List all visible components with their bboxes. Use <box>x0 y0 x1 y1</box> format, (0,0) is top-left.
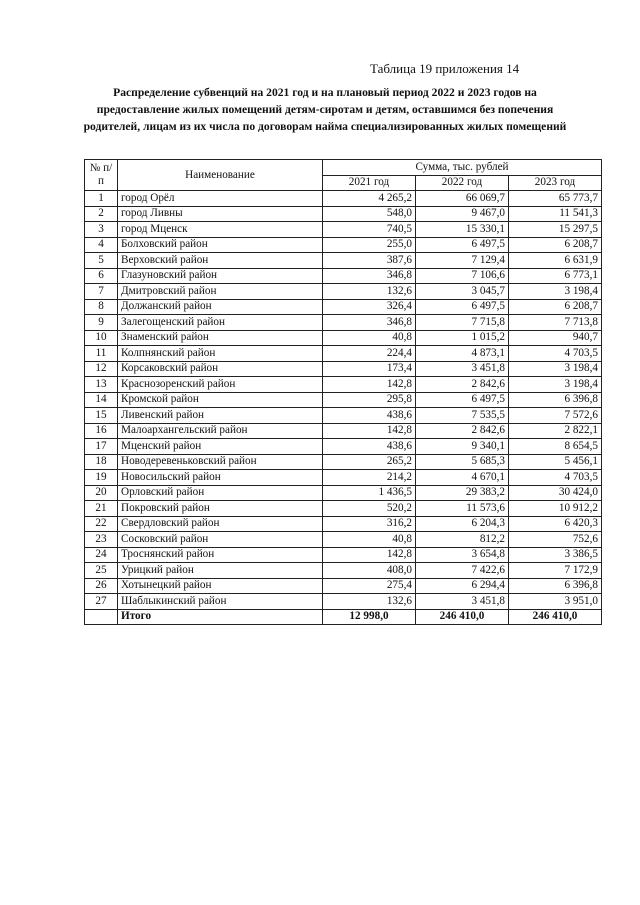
row-name: Малоархангельский район <box>118 423 323 439</box>
value-2021: 316,2 <box>323 516 416 532</box>
value-2023: 6 396,8 <box>509 578 602 594</box>
row-number: 10 <box>85 330 118 346</box>
table-row <box>85 439 602 455</box>
table-caption: Таблица 19 приложения 14 <box>370 61 520 76</box>
row-number: 16 <box>85 423 118 439</box>
table-row <box>85 330 602 346</box>
table-row <box>85 516 602 532</box>
table-body <box>85 191 602 610</box>
value-2022: 4 670,1 <box>416 470 509 486</box>
value-2023: 10 912,2 <box>509 501 602 517</box>
col-header-name: Наименование <box>118 160 323 191</box>
value-2021: 224,4 <box>323 346 416 362</box>
row-number: 21 <box>85 501 118 517</box>
row-name: Сосковский район <box>118 532 323 548</box>
row-number: 18 <box>85 454 118 470</box>
value-2021: 438,6 <box>323 408 416 424</box>
value-2022: 5 685,3 <box>416 454 509 470</box>
value-2021: 142,8 <box>323 423 416 439</box>
value-2022: 7 715,8 <box>416 315 509 331</box>
row-name: Орловский район <box>118 485 323 501</box>
row-name: Ливенский район <box>118 408 323 424</box>
row-name: Глазуновский район <box>118 268 323 284</box>
value-2021: 173,4 <box>323 361 416 377</box>
row-name: Мценский район <box>118 439 323 455</box>
value-2022: 3 045,7 <box>416 284 509 300</box>
table-row <box>85 485 602 501</box>
value-2022: 4 873,1 <box>416 346 509 362</box>
row-number: 15 <box>85 408 118 424</box>
row-name: Покровский район <box>118 501 323 517</box>
row-number: 20 <box>85 485 118 501</box>
value-2022: 6 497,5 <box>416 237 509 253</box>
row-number: 9 <box>85 315 118 331</box>
table-row <box>85 361 602 377</box>
value-2021: 1 436,5 <box>323 485 416 501</box>
row-name: город Мценск <box>118 222 323 238</box>
row-name: Должанский район <box>118 299 323 315</box>
table-row <box>85 501 602 517</box>
row-name: Новосильский район <box>118 470 323 486</box>
col-header-2023: 2023 год <box>509 175 602 191</box>
value-2023: 7 713,8 <box>509 315 602 331</box>
row-name: Троснянский район <box>118 547 323 563</box>
row-name: Свердловский район <box>118 516 323 532</box>
table-row <box>85 578 602 594</box>
value-2023: 7 172,9 <box>509 563 602 579</box>
row-number: 4 <box>85 237 118 253</box>
value-2023: 3 198,4 <box>509 377 602 393</box>
value-2021: 438,6 <box>323 439 416 455</box>
value-2021: 40,8 <box>323 330 416 346</box>
value-2021: 387,6 <box>323 253 416 269</box>
table-row <box>85 454 602 470</box>
value-2021: 214,2 <box>323 470 416 486</box>
table-row <box>85 315 602 331</box>
value-2021: 548,0 <box>323 206 416 222</box>
table-row <box>85 222 602 238</box>
row-number: 5 <box>85 253 118 269</box>
value-2023: 15 297,5 <box>509 222 602 238</box>
value-2021: 346,8 <box>323 315 416 331</box>
total-2023: 246 410,0 <box>509 609 602 625</box>
row-number: 22 <box>85 516 118 532</box>
value-2021: 740,5 <box>323 222 416 238</box>
subsidy-table <box>84 159 602 625</box>
value-2021: 4 265,2 <box>323 191 416 207</box>
value-2023: 6 631,9 <box>509 253 602 269</box>
row-number: 6 <box>85 268 118 284</box>
table-row <box>85 253 602 269</box>
value-2022: 1 015,2 <box>416 330 509 346</box>
value-2022: 9 340,1 <box>416 439 509 455</box>
value-2021: 265,2 <box>323 454 416 470</box>
value-2022: 6 204,3 <box>416 516 509 532</box>
value-2023: 940,7 <box>509 330 602 346</box>
value-2023: 5 456,1 <box>509 454 602 470</box>
row-name: город Орёл <box>118 191 323 207</box>
total-2021: 12 998,0 <box>323 609 416 625</box>
value-2023: 6 773,1 <box>509 268 602 284</box>
table-row <box>85 237 602 253</box>
row-number: 26 <box>85 578 118 594</box>
value-2022: 6 294,4 <box>416 578 509 594</box>
value-2022: 29 383,2 <box>416 485 509 501</box>
col-header-number: № п/п <box>85 160 118 191</box>
row-number: 25 <box>85 563 118 579</box>
row-number: 7 <box>85 284 118 300</box>
col-header-2021: 2021 год <box>323 175 416 191</box>
value-2021: 326,4 <box>323 299 416 315</box>
row-number: 14 <box>85 392 118 408</box>
row-name: Новодеревеньковский район <box>118 454 323 470</box>
value-2021: 132,6 <box>323 594 416 610</box>
row-name: город Ливны <box>118 206 323 222</box>
col-header-2022: 2022 год <box>416 175 509 191</box>
value-2022: 66 069,7 <box>416 191 509 207</box>
row-number: 17 <box>85 439 118 455</box>
value-2023: 6 396,8 <box>509 392 602 408</box>
value-2022: 6 497,5 <box>416 299 509 315</box>
value-2023: 4 703,5 <box>509 470 602 486</box>
value-2021: 132,6 <box>323 284 416 300</box>
row-number: 11 <box>85 346 118 362</box>
value-2021: 295,8 <box>323 392 416 408</box>
row-number: 24 <box>85 547 118 563</box>
value-2022: 3 451,8 <box>416 594 509 610</box>
value-2021: 142,8 <box>323 547 416 563</box>
value-2023: 65 773,7 <box>509 191 602 207</box>
value-2022: 812,2 <box>416 532 509 548</box>
row-number: 3 <box>85 222 118 238</box>
value-2022: 11 573,6 <box>416 501 509 517</box>
value-2023: 6 208,7 <box>509 237 602 253</box>
row-number: 27 <box>85 594 118 610</box>
total-number-cell <box>85 609 118 625</box>
row-number: 23 <box>85 532 118 548</box>
value-2023: 3 386,5 <box>509 547 602 563</box>
value-2023: 3 951,0 <box>509 594 602 610</box>
row-name: Знаменский район <box>118 330 323 346</box>
table-row <box>85 392 602 408</box>
value-2022: 7 129,4 <box>416 253 509 269</box>
value-2023: 30 424,0 <box>509 485 602 501</box>
table-row <box>85 563 602 579</box>
value-2022: 3 451,8 <box>416 361 509 377</box>
table-row <box>85 532 602 548</box>
row-name: Колпнянский район <box>118 346 323 362</box>
value-2023: 7 572,6 <box>509 408 602 424</box>
value-2022: 7 106,6 <box>416 268 509 284</box>
total-label: Итого <box>118 609 323 625</box>
row-number: 12 <box>85 361 118 377</box>
value-2021: 255,0 <box>323 237 416 253</box>
row-name: Корсаковский район <box>118 361 323 377</box>
row-name: Шаблыкинский район <box>118 594 323 610</box>
value-2021: 40,8 <box>323 532 416 548</box>
value-2023: 6 208,7 <box>509 299 602 315</box>
value-2022: 9 467,0 <box>416 206 509 222</box>
value-2023: 2 822,1 <box>509 423 602 439</box>
table-row <box>85 268 602 284</box>
value-2021: 520,2 <box>323 501 416 517</box>
row-number: 2 <box>85 206 118 222</box>
row-name: Хотынецкий район <box>118 578 323 594</box>
row-name: Краснозоренский район <box>118 377 323 393</box>
value-2023: 4 703,5 <box>509 346 602 362</box>
table-row <box>85 377 602 393</box>
row-number: 8 <box>85 299 118 315</box>
value-2023: 8 654,5 <box>509 439 602 455</box>
table-row <box>85 408 602 424</box>
value-2023: 3 198,4 <box>509 284 602 300</box>
table-row <box>85 423 602 439</box>
value-2022: 7 535,5 <box>416 408 509 424</box>
value-2021: 275,4 <box>323 578 416 594</box>
table-row <box>85 594 602 610</box>
row-number: 13 <box>85 377 118 393</box>
row-number: 19 <box>85 470 118 486</box>
col-header-sum: Сумма, тыс. рублей <box>323 160 602 176</box>
table-row <box>85 299 602 315</box>
table-row <box>85 284 602 300</box>
document-title: Распределение субвенций на 2021 год и на плановый период 2022 и 2023 годов на предоставление жилых помещений детям-сиротам и детям, оставшимся без попечения родителей, лицам из их числа по договорам найма специализированных жилых помещений <box>83 86 567 133</box>
value-2022: 3 654,8 <box>416 547 509 563</box>
table-row <box>85 206 602 222</box>
value-2021: 142,8 <box>323 377 416 393</box>
row-name: Болховский район <box>118 237 323 253</box>
value-2021: 346,8 <box>323 268 416 284</box>
row-name: Урицкий район <box>118 563 323 579</box>
value-2022: 15 330,1 <box>416 222 509 238</box>
value-2023: 6 420,3 <box>509 516 602 532</box>
table-row <box>85 346 602 362</box>
value-2022: 2 842,6 <box>416 423 509 439</box>
value-2021: 408,0 <box>323 563 416 579</box>
value-2022: 2 842,6 <box>416 377 509 393</box>
table-row <box>85 470 602 486</box>
value-2022: 7 422,6 <box>416 563 509 579</box>
row-number: 1 <box>85 191 118 207</box>
row-name: Кромской район <box>118 392 323 408</box>
value-2023: 3 198,4 <box>509 361 602 377</box>
value-2022: 6 497,5 <box>416 392 509 408</box>
table-row <box>85 191 602 207</box>
total-2022: 246 410,0 <box>416 609 509 625</box>
table-row <box>85 547 602 563</box>
row-name: Верховский район <box>118 253 323 269</box>
row-name: Дмитровский район <box>118 284 323 300</box>
value-2023: 11 541,3 <box>509 206 602 222</box>
total-row <box>85 609 602 625</box>
value-2023: 752,6 <box>509 532 602 548</box>
row-name: Залегощенский район <box>118 315 323 331</box>
